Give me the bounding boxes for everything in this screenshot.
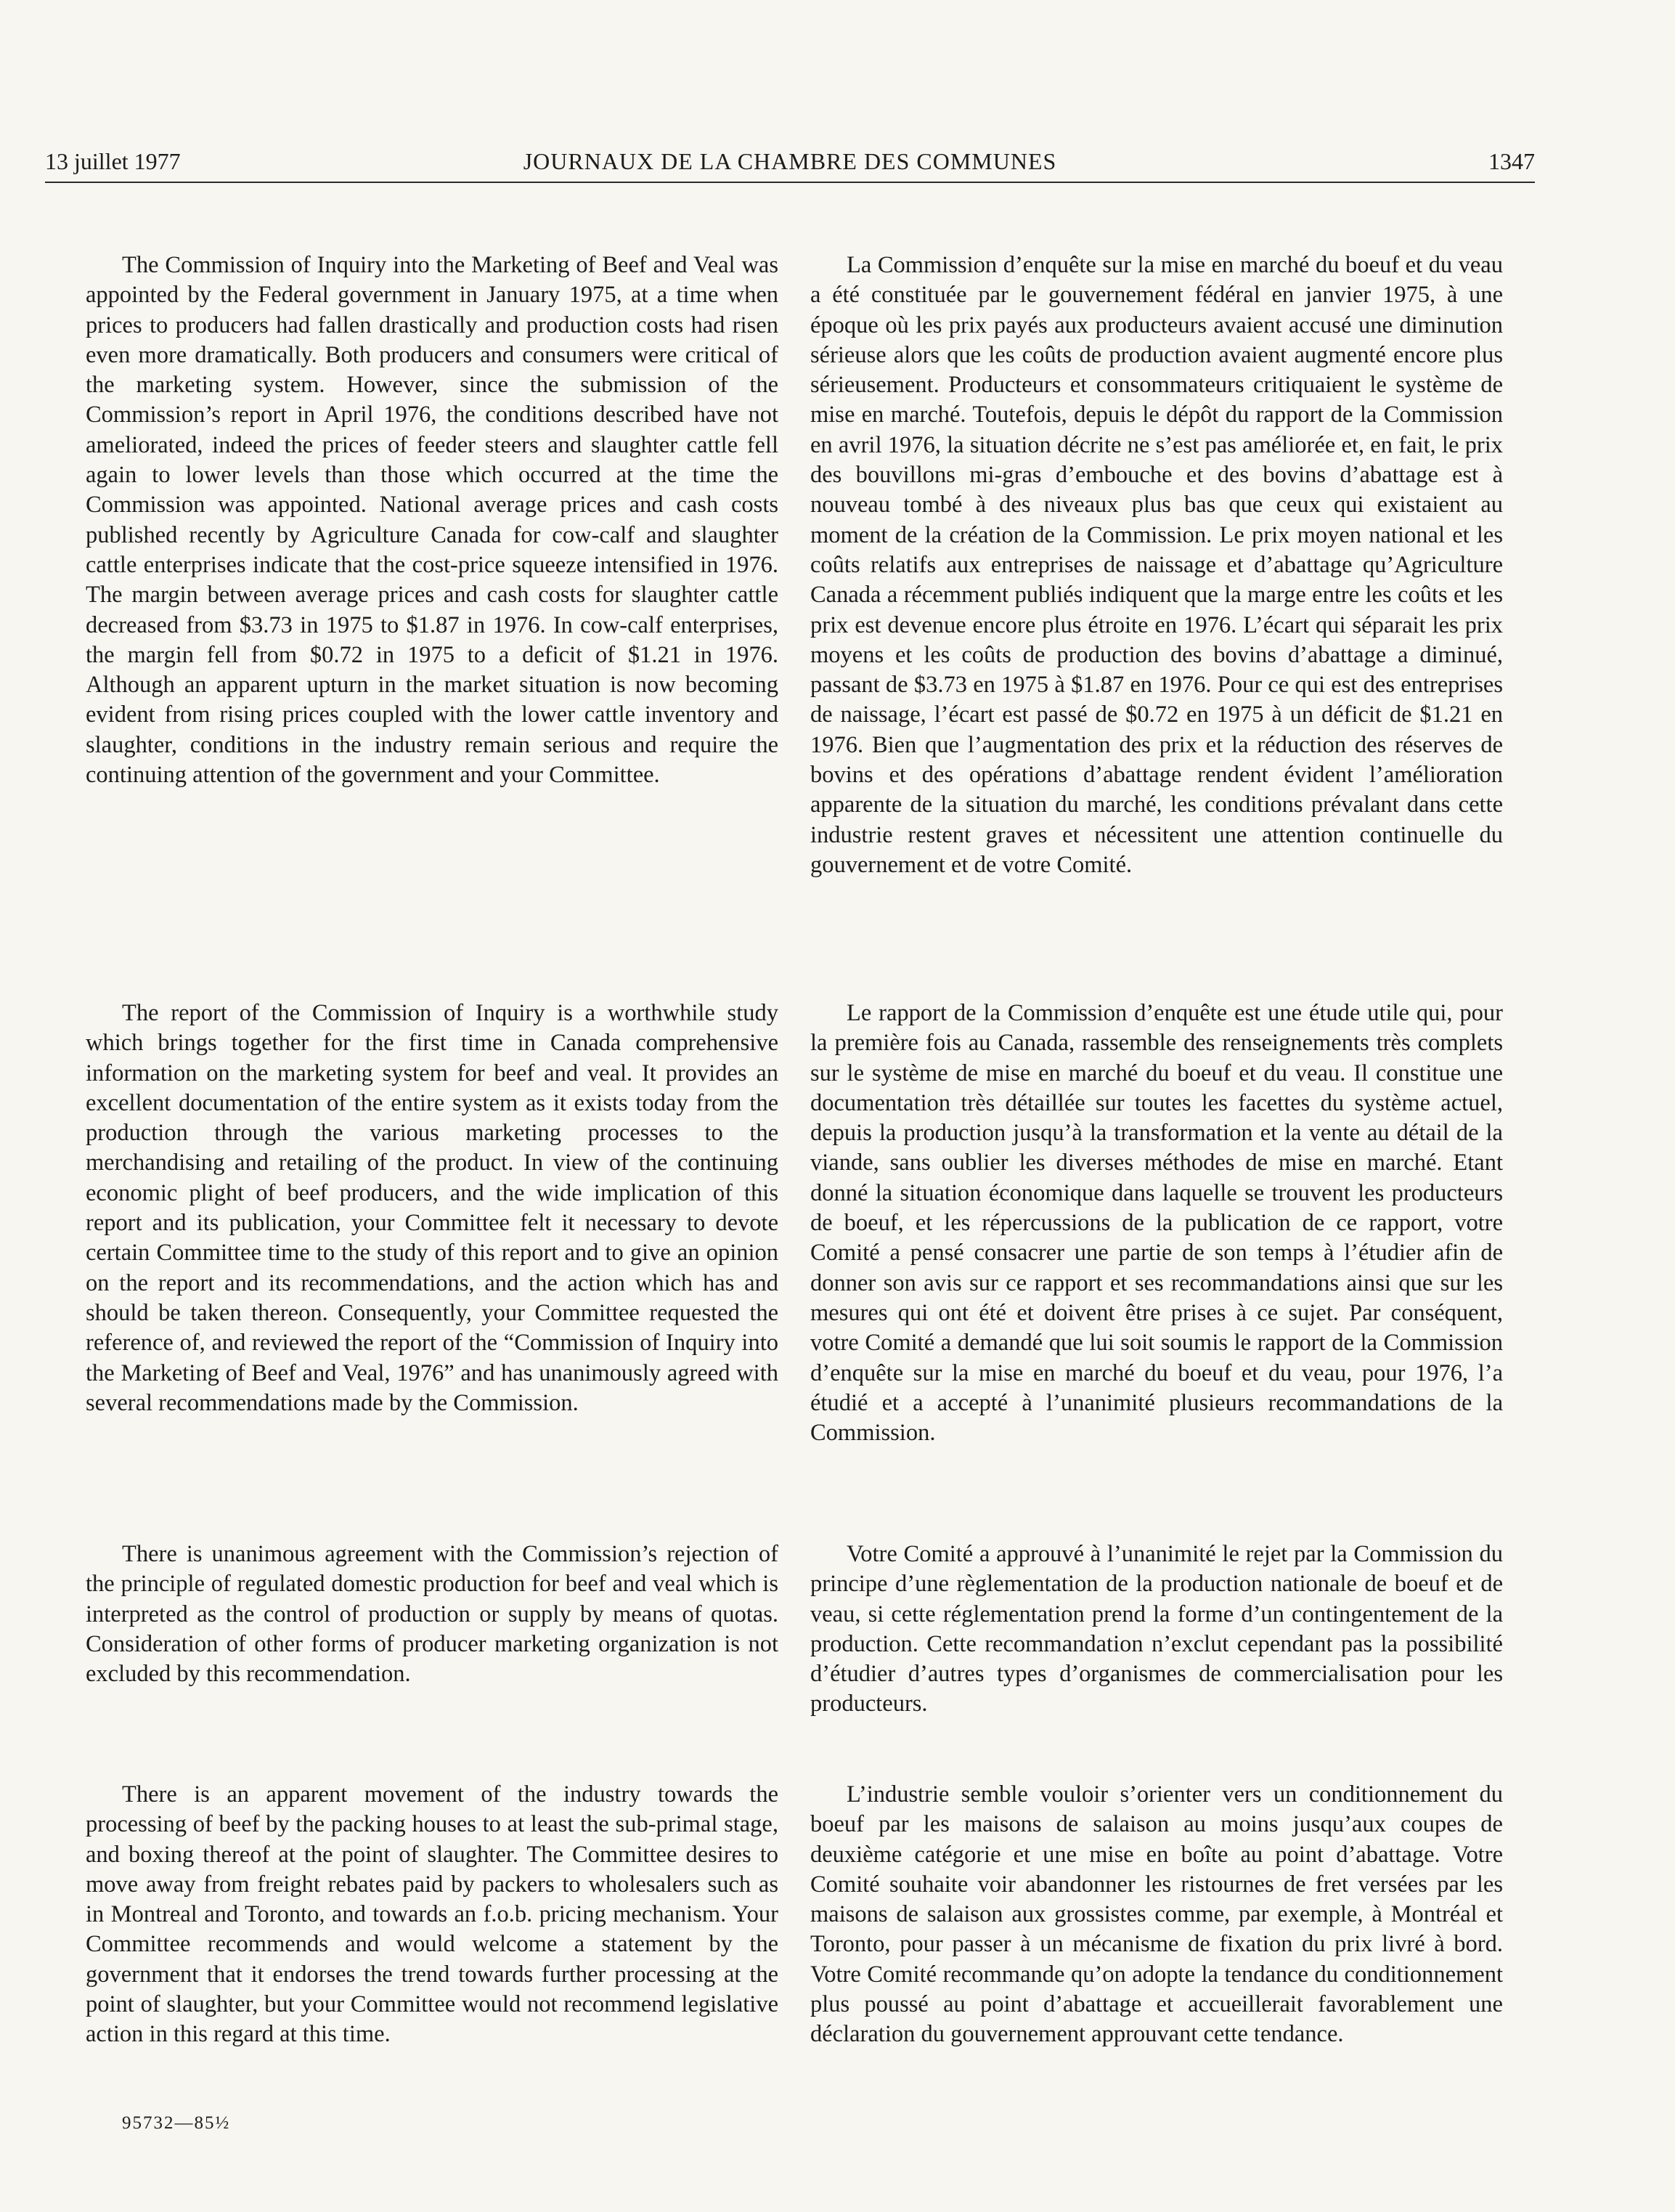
french-paragraph-1 — [810, 251, 1503, 880]
french-paragraph-3 — [810, 1540, 1503, 1720]
english-paragraph-4 — [86, 1780, 778, 2050]
header-date: 13 juillet 1977 — [45, 148, 181, 174]
paragraph-text: Votre Comité a approuvé à l’unanimité le rejet par la Commission du principe d’une règlementation de la production nationale de boeuf et de veau, si cette réglementation prend la forme d’un contingentement de la production. Cette recommandation n’exclut cependant pas la possibilité d’étudier d’autres types d’organismes de commercialisation pour les producteurs. — [810, 1541, 1503, 1717]
french-paragraph-4 — [810, 1780, 1503, 2050]
header-page-number: 1347 — [1488, 148, 1535, 174]
paragraph-text: There is an apparent movement of the industry towards the processing of beef by the packing houses to at least the sub-primal stage, and boxing thereof at the point of slaughter. The Committee desires to move away from freight rebates paid by packers to wholesalers such as in Montreal and Toronto, and towards an f.o.b. pricing mechanism. Your Committee recommends and would welcome a statement by the government that it endorses the trend towards further processing at the point of slaughter, but your Committee would not recommend legislative action in this regard at this time. — [86, 1781, 778, 2048]
french-paragraph-2 — [810, 999, 1503, 1448]
header-title: JOURNAUX DE LA CHAMBRE DES COMMUNES — [523, 148, 1057, 174]
paragraph-text: The Commission of Inquiry into the Marketing of Beef and Veal was appointed by the Federal government in January 1975, at a time when prices to producers had fallen drastically and production costs had risen even more dramatically. Both producers and consumers were critical of the marketing system. However, since the submission of the Commission’s report in April 1976, the conditions described have not ameliorated, indeed the prices of feeder steers and slaughter cattle fell again to lower levels than those which occurred at the time the Commission was appointed. National average prices and cash costs published recently by Agriculture Canada for cow-calf and slaughter cattle enterprises indicate that the cost-price squeeze intensified in 1976. The margin between average prices and cash costs for slaughter cattle decreased from $3.73 in 1975 to $1.87 in 1976. In cow-calf enterprises, the margin fell from $0.72 in 1975 to a deficit of $1.21 in 1976. Although an apparent upturn in the market situation is now becoming evident from rising prices coupled with the lower cattle inventory and slaughter, conditions in the industry remain serious and require the continuing attention of the government and your Committee. — [86, 252, 778, 789]
paragraph-text: There is unanimous agreement with the Commission’s rejection of the principle of regulated domestic production for beef and veal which is interpreted as the control of production or supply by means of quotas. Consideration of other forms of producer marketing organization is not excluded by this recommendation. — [86, 1541, 778, 1688]
paragraph-text: L’industrie semble vouloir s’orienter vers un conditionnement du boeuf par les maisons de salaison au moins jusqu’aux coupes de deuxième catégorie et une mise en boîte au point d’abattage. Votre Comité souhaite voir abandonner les ristournes de fret versées par les maisons de salaison aux grossistes comme, par exemple, à Montréal et Toronto, pour passer à un mécanisme de fixation du prix livré à bord. Votre Comité recommande qu’on adopte la tendance du conditionnement plus poussé au point d’abattage et accueillerait favorablement une déclaration du gouvernement approuvant cette tendance. — [810, 1781, 1503, 2048]
footer-printer-code: 95732—85½ — [122, 2113, 231, 2133]
english-paragraph-1 — [86, 251, 778, 790]
english-paragraph-2 — [86, 999, 778, 1418]
paragraph-text: The report of the Commission of Inquiry is a worthwhile study which brings together for the first time in Canada comprehensive information on the marketing system for beef and veal. It provides an excellent documentation of the entire system as it exists today from the production through the various marketing processes to the merchandising and retailing of the product. In view of the continuing economic plight of beef producers, and the wide implication of this report and its publication, your Committee felt it necessary to devote certain Committee time to the study of this report and to give an opinion on the report and its recommendations, and the action which has and should be taken thereon. Consequently, your Committee requested the reference of, and reviewed the report of the “Commission of Inquiry into the Marketing of Beef and Veal, 1976” and has unanimously agreed with several recommendations made by the Commission. — [86, 1000, 778, 1416]
paragraph-text: Le rapport de la Commission d’enquête est une étude utile qui, pour la première fois au Canada, rassemble des renseignements très complets sur le système de mise en marché du boeuf et du veau. Il constitue une documentation très détaillée sur toutes les facettes du système actuel, depuis la production jusqu’à la transformation et la vente au détail de la viande, sans oublier les diverses méthodes de mise en marché. Etant donné la situation économique dans laquelle se trouvent les producteurs de boeuf, et les répercussions de la publication de ce rapport, votre Comité a pensé consacrer une partie de son temps à l’étudier afin de donner son avis sur ce rapport et ses recommandations ainsi que sur les mesures qui ont été et doivent être prises à ce sujet. Par conséquent, votre Comité a demandé que lui soit soumis le rapport de la Commission d’enquête sur la mise en marché du boeuf et du veau, pour 1976, l’a étudié et a accepté à l’unanimité plusieurs recommandations de la Commission. — [810, 1000, 1503, 1447]
english-paragraph-3 — [86, 1540, 778, 1689]
paragraph-text: La Commission d’enquête sur la mise en marché du boeuf et du veau a été constituée par le gouvernement fédéral en janvier 1975, à une époque où les prix payés aux producteurs avaient accusé une diminution sérieuse alors que les coûts de production avaient augmenté encore plus sérieusement. Producteurs et consommateurs critiquaient le système de mise en marché. Toutefois, depuis le dépôt du rapport de la Commission en avril 1976, la situation décrite ne s’est pas améliorée et, en fait, le prix des bouvillons mi-gras d’embouche et des bovins d’abattage est à nouveau tombé à des niveaux plus bas que ceux qui existaient au moment de la création de la Commission. Le prix moyen national et les coûts relatifs aux entreprises de naissage et d’abattage qu’Agriculture Canada a récemment publiés indiquent que la marge entre les coûts et les prix est devenue encore plus étroite en 1976. L’écart qui séparait les prix moyens et les coûts de production des bovins d’abattage a diminué, passant de $3.73 en 1975 à $1.87 en 1976. Pour ce qui est des entreprises de naissage, l’écart est passé de $0.72 en 1975 à un déficit de $1.21 en 1976. Bien que l’augmentation des prix et la réduction des réserves de bovins et des opérations d’abattage rendent évident l’amélioration apparente de la situation du marché, les conditions prévalant dans cette industrie restent graves et nécessitent une attention continuelle du gouvernement et de votre Comité. — [810, 252, 1503, 878]
page-header — [45, 145, 1535, 183]
